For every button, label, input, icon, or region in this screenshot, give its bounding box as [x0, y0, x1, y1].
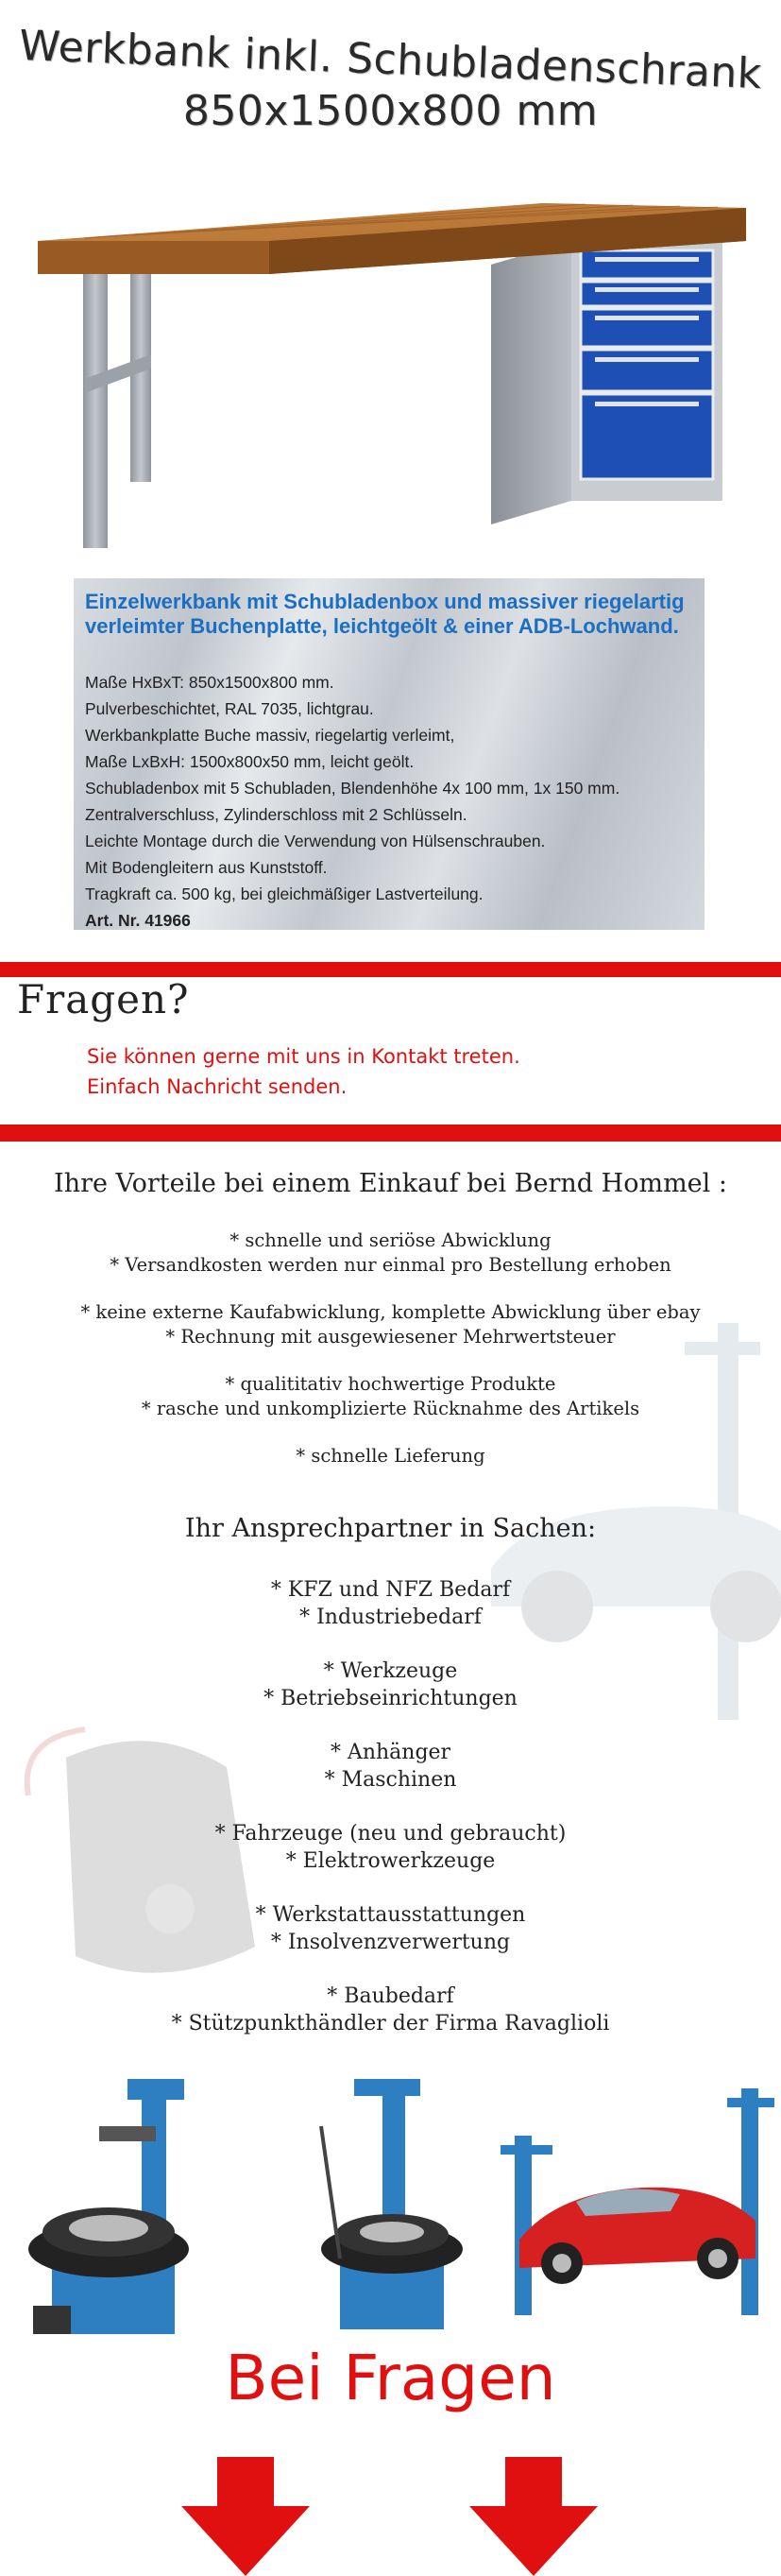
- spec-line: Werkbankplatte Buche massiv, riegelartig verleimt,: [85, 726, 455, 745]
- article-number: Art. Nr. 41966: [85, 911, 191, 930]
- product-description: [74, 578, 705, 930]
- spec-line: Schubladenbox mit 5 Schubladen, Blendenhöhe 4x 100 mm, 1x 150 mm.: [85, 779, 620, 798]
- product-heading: Einzelwerkbank mit Schubladenbox und massiver riegelartig verleimter Buchenplatte, leichtgeölt & einer ADB-Lochwand.: [85, 590, 685, 638]
- topics-group: [0, 1820, 781, 1875]
- contact-text: [87, 1041, 520, 1102]
- list-item: * KFZ und NFZ Bedarf: [270, 1578, 511, 1602]
- topics-group: [0, 1983, 781, 2037]
- list-item: * schnelle und seriöse Abwicklung: [229, 1229, 552, 1251]
- advantages-group: [0, 1372, 781, 1421]
- advantages-group: [0, 1228, 781, 1278]
- workbench-image: [28, 151, 756, 558]
- tire-changer-2-image: [283, 2069, 501, 2344]
- tire-changer-image: [14, 2069, 260, 2344]
- list-item: * keine externe Kaufabwicklung, komplette Abwicklung über ebay: [80, 1301, 701, 1323]
- list-item: * Werkstattausstattungen: [255, 1903, 526, 1927]
- spec-line: Tragkraft ca. 500 kg, bei gleichmäßiger Lastverteilung.: [85, 884, 484, 903]
- topics-group: [0, 1576, 781, 1631]
- page-title: [0, 21, 781, 136]
- title-line-1: Werkbank inkl. Schubladenschrank: [18, 21, 763, 99]
- product-specs: [85, 669, 699, 934]
- topics-group: [0, 1739, 781, 1794]
- advantages-group: [0, 1300, 781, 1349]
- list-item: * rasche und unkomplizierte Rücknahme des Artikels: [141, 1398, 640, 1419]
- contact-topics-list: [0, 1576, 781, 2064]
- contact-topics-title: Ihr Ansprechpartner in Sachen:: [184, 1514, 597, 1543]
- list-item: * schnelle Lieferung: [296, 1445, 485, 1467]
- contact-line-2: Einfach Nachricht senden.: [87, 1075, 348, 1098]
- list-item: * Anhänger: [330, 1741, 451, 1764]
- arrow-down-icon: [467, 2457, 600, 2576]
- advantages-group: [0, 1444, 781, 1468]
- spec-line: Mit Bodengleitern aus Kunststoff.: [85, 858, 328, 877]
- list-item: * Insolvenzverwertung: [270, 1931, 511, 1954]
- list-item: * Industriebedarf: [299, 1606, 482, 1629]
- topics-group: [0, 1657, 781, 1712]
- list-item: * qualititativ hochwertige Produkte: [225, 1373, 556, 1395]
- list-item: * Werkzeuge: [323, 1659, 458, 1683]
- car-lift-image: [501, 2079, 774, 2325]
- spec-line: Maße HxBxT: 850x1500x800 mm.: [85, 673, 334, 692]
- divider-top: [0, 962, 781, 977]
- contact-line-1: Sie können gerne mit uns in Kontakt treten.: [87, 1045, 520, 1068]
- list-item: * Fahrzeuge (neu und gebraucht): [214, 1822, 567, 1846]
- arrow-down-icon: [179, 2457, 312, 2576]
- divider-bottom: [0, 1125, 781, 1142]
- advantages-title: Ihre Vorteile bei einem Einkauf bei Bernd Hommel :: [54, 1169, 727, 1198]
- list-item: * Stützpunkthändler der Firma Ravaglioli: [171, 2012, 610, 2035]
- spec-line: Zentralverschluss, Zylinderschloss mit 2 Schlüsseln.: [85, 805, 467, 824]
- title-line-2: 850x1500x800 mm: [182, 87, 599, 135]
- list-item: * Rechnung mit ausgewiesener Mehrwertsteuer: [165, 1326, 616, 1348]
- list-item: * Versandkosten werden nur einmal pro Bestellung erhoben: [110, 1254, 671, 1276]
- list-item: * Baubedarf: [327, 1984, 454, 2008]
- topics-group: [0, 1901, 781, 1956]
- spec-line: Maße LxBxH: 1500x800x50 mm, leicht geölt.: [85, 752, 415, 771]
- cta-heading: Bei Fragen: [225, 2342, 556, 2414]
- spec-line: Pulverbeschichtet, RAL 7035, lichtgrau.: [85, 699, 374, 718]
- spec-line: Leichte Montage durch die Verwendung von Hülsenschrauben.: [85, 832, 546, 850]
- list-item: * Betriebseinrichtungen: [263, 1687, 518, 1710]
- questions-title: Fragen?: [17, 976, 190, 1022]
- advantages-list: [0, 1228, 781, 1491]
- list-item: * Maschinen: [324, 1768, 457, 1792]
- list-item: * Elektrowerkzeuge: [285, 1849, 496, 1873]
